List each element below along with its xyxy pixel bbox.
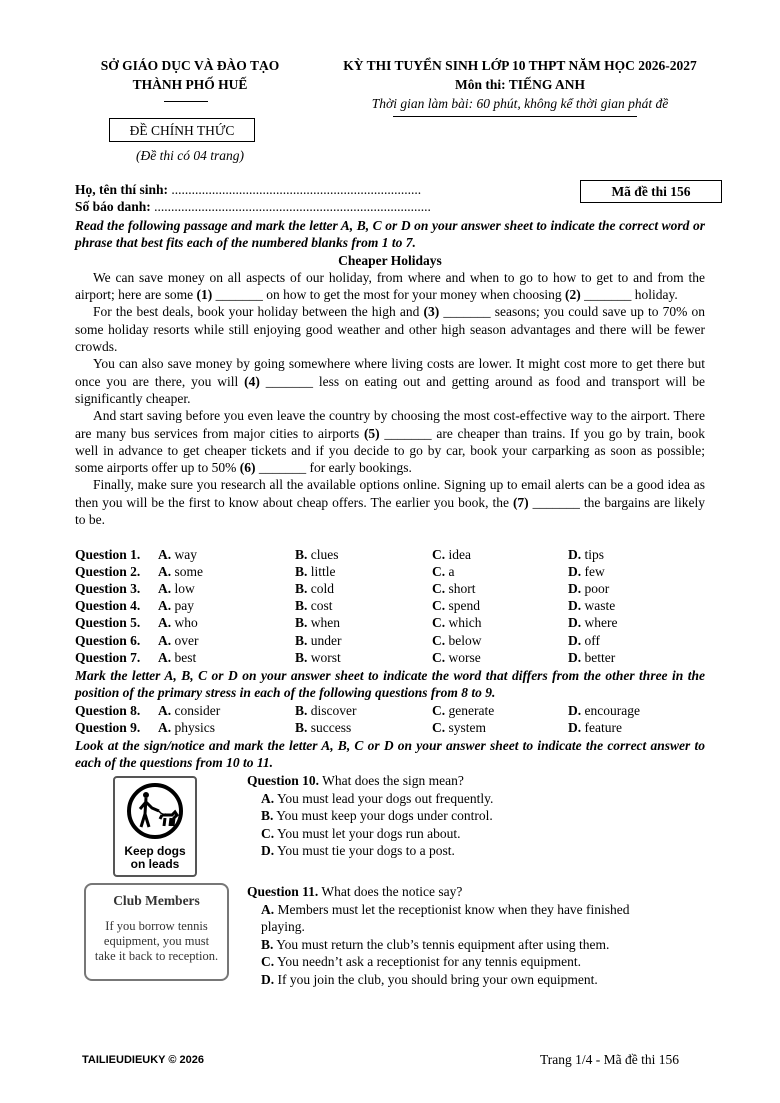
department-header xyxy=(75,56,305,94)
option-b: B. You must return the club’s tennis equipment after using them. xyxy=(261,936,610,952)
question-row: Question 2. A. some B. little C. a D. few xyxy=(75,564,605,579)
footer-page-number: Trang 1/4 - Mã đề thi 156 xyxy=(540,1052,679,1067)
question-row: Question 7. A. best B. worst C. worse D. better xyxy=(75,650,616,665)
divider xyxy=(393,116,637,117)
id-field: .................................................................................. xyxy=(150,199,431,214)
passage-paragraph-4: And start saving before you even leave the country by choosing the most cost-effective way to the airport. There are many bus services from major cities to airports (5) _______ are cheaper than trains. If you go by train, book well in advance to get cheaper tickets and if you decide to go by car, book your carparking as soon as possible; some airports offer up to 50% (6) _______ for early bookings. xyxy=(75,408,705,476)
exam-code-box: Mã đề thi 156 xyxy=(580,180,722,203)
passage-paragraph-1: We can save money on all aspects of our holiday, from where and when to go to how to get to and from the airport; here are some (1) _______ on how to get the most for your money when choosing (2) _______ holiday. xyxy=(75,269,705,303)
keep-dogs-sign xyxy=(113,776,197,877)
official-badge: ĐỀ CHÍNH THỨC xyxy=(109,118,255,142)
option-c: C. You must let your dogs run about. xyxy=(261,825,461,841)
exam-title: KỲ THI TUYỂN SINH LỚP 10 THPT NĂM HỌC 2026-2027 xyxy=(343,58,697,73)
exam-duration: Thời gian làm bài: 60 phút, không kể thời gian phát đề xyxy=(371,96,669,111)
department-name: SỞ GIÁO DỤC VÀ ĐÀO TẠO xyxy=(100,58,280,73)
question-stem: What does the notice say? xyxy=(318,884,463,899)
name-label: Họ, tên thí sinh: xyxy=(75,182,169,197)
option-a: A. Members must let the receptionist know when they have finished xyxy=(261,901,630,917)
option-d: D. If you join the club, you should bring your own equipment. xyxy=(261,971,598,987)
candidate-info xyxy=(75,181,431,215)
name-field: .......................................................................... xyxy=(168,182,422,197)
notice-title: Club Members xyxy=(113,893,200,908)
passage-paragraph-2: For the best deals, book your holiday between the high and (3) _______ seasons; you could save up to 70% on some holiday resorts while still enjoying good weather and other high season advantages and there will be fewer crowds. xyxy=(75,304,705,355)
option-b: B. You must keep your dogs under control. xyxy=(261,808,493,823)
question-row: Question 6. A. over B. under C. below D. off xyxy=(75,633,600,648)
question-row: Question 5. A. who B. when C. which D. where xyxy=(75,615,618,630)
option-c: C. You needn’t ask a receptionist for any tennis equipment. xyxy=(261,954,581,969)
club-members-notice xyxy=(84,883,229,981)
id-label: Số báo danh: xyxy=(75,199,151,214)
notice-line: equipment, you must xyxy=(103,934,210,948)
notice-line: take it back to reception. xyxy=(94,949,219,963)
passage-paragraph-3: You can also save money by going somewhere where living costs are lower. It might cost more to get there but once you are there, you will (4) _______ less on eating out and getting around as food and transport will be significantly cheaper. xyxy=(75,356,705,406)
footer-brand: TAILIEUDIEUKY © 2026 xyxy=(82,1054,205,1066)
exam-subject: Môn thi: TIẾNG ANH xyxy=(455,77,585,92)
city-name: THÀNH PHỐ HUẾ xyxy=(132,77,248,92)
sign-text-line1: Keep dogs xyxy=(124,844,186,858)
exam-header xyxy=(315,56,725,113)
section1-instruction: Read the following passage and mark the letter A, B, C or D on your answer sheet to indicate the correct word or phrase that best fits each of the numbered blanks from 1 to 7. xyxy=(75,218,705,251)
notice-line: If you borrow tennis xyxy=(105,919,208,933)
question-row: Question 8. A. consider B. discover C. generate D. encourage xyxy=(75,703,640,718)
question-label: Question 10. xyxy=(247,773,320,788)
question-label: Question 11. xyxy=(247,884,319,899)
question-11 xyxy=(247,883,692,988)
question-row: Question 1. A. way B. clues C. idea D. tips xyxy=(75,547,605,562)
section3-instruction: Look at the sign/notice and mark the letter A, B, C or D on your answer sheet to indicate the correct answer to each of the questions from 10 to 11. xyxy=(75,738,705,771)
option-d: D. You must tie your dogs to a post. xyxy=(261,843,455,858)
section2-instruction: Mark the letter A, B, C or D on your answer sheet to indicate the word that differs from the other three in the position of the primary stress in each of the following questions from 8 to 9. xyxy=(75,668,705,701)
sign-text-line2: on leads xyxy=(130,857,180,871)
question-stem: What does the sign mean? xyxy=(319,773,464,788)
page-count: (Đề thi có 04 trang) xyxy=(136,148,244,163)
option-a-continued: playing. xyxy=(261,919,305,934)
dog-walker-icon xyxy=(115,781,195,841)
question-10 xyxy=(247,772,493,860)
section1 xyxy=(75,217,705,528)
divider xyxy=(164,101,208,102)
passage-title: Cheaper Holidays xyxy=(338,252,442,268)
question-row: Question 9. A. physics B. success C. system D. feature xyxy=(75,720,622,735)
question-row: Question 3. A. low B. cold C. short D. poor xyxy=(75,581,610,596)
option-a: A. You must lead your dogs out frequently. xyxy=(261,790,494,806)
passage-paragraph-5: Finally, make sure you research all the available options online. Signing up to email alerts can be a good idea as then you will be the first to know about cheap offers. The earlier you book, the (7) _______ the bargains are likely to be. xyxy=(75,477,705,528)
question-row: Question 4. A. pay B. cost C. spend D. waste xyxy=(75,598,616,613)
